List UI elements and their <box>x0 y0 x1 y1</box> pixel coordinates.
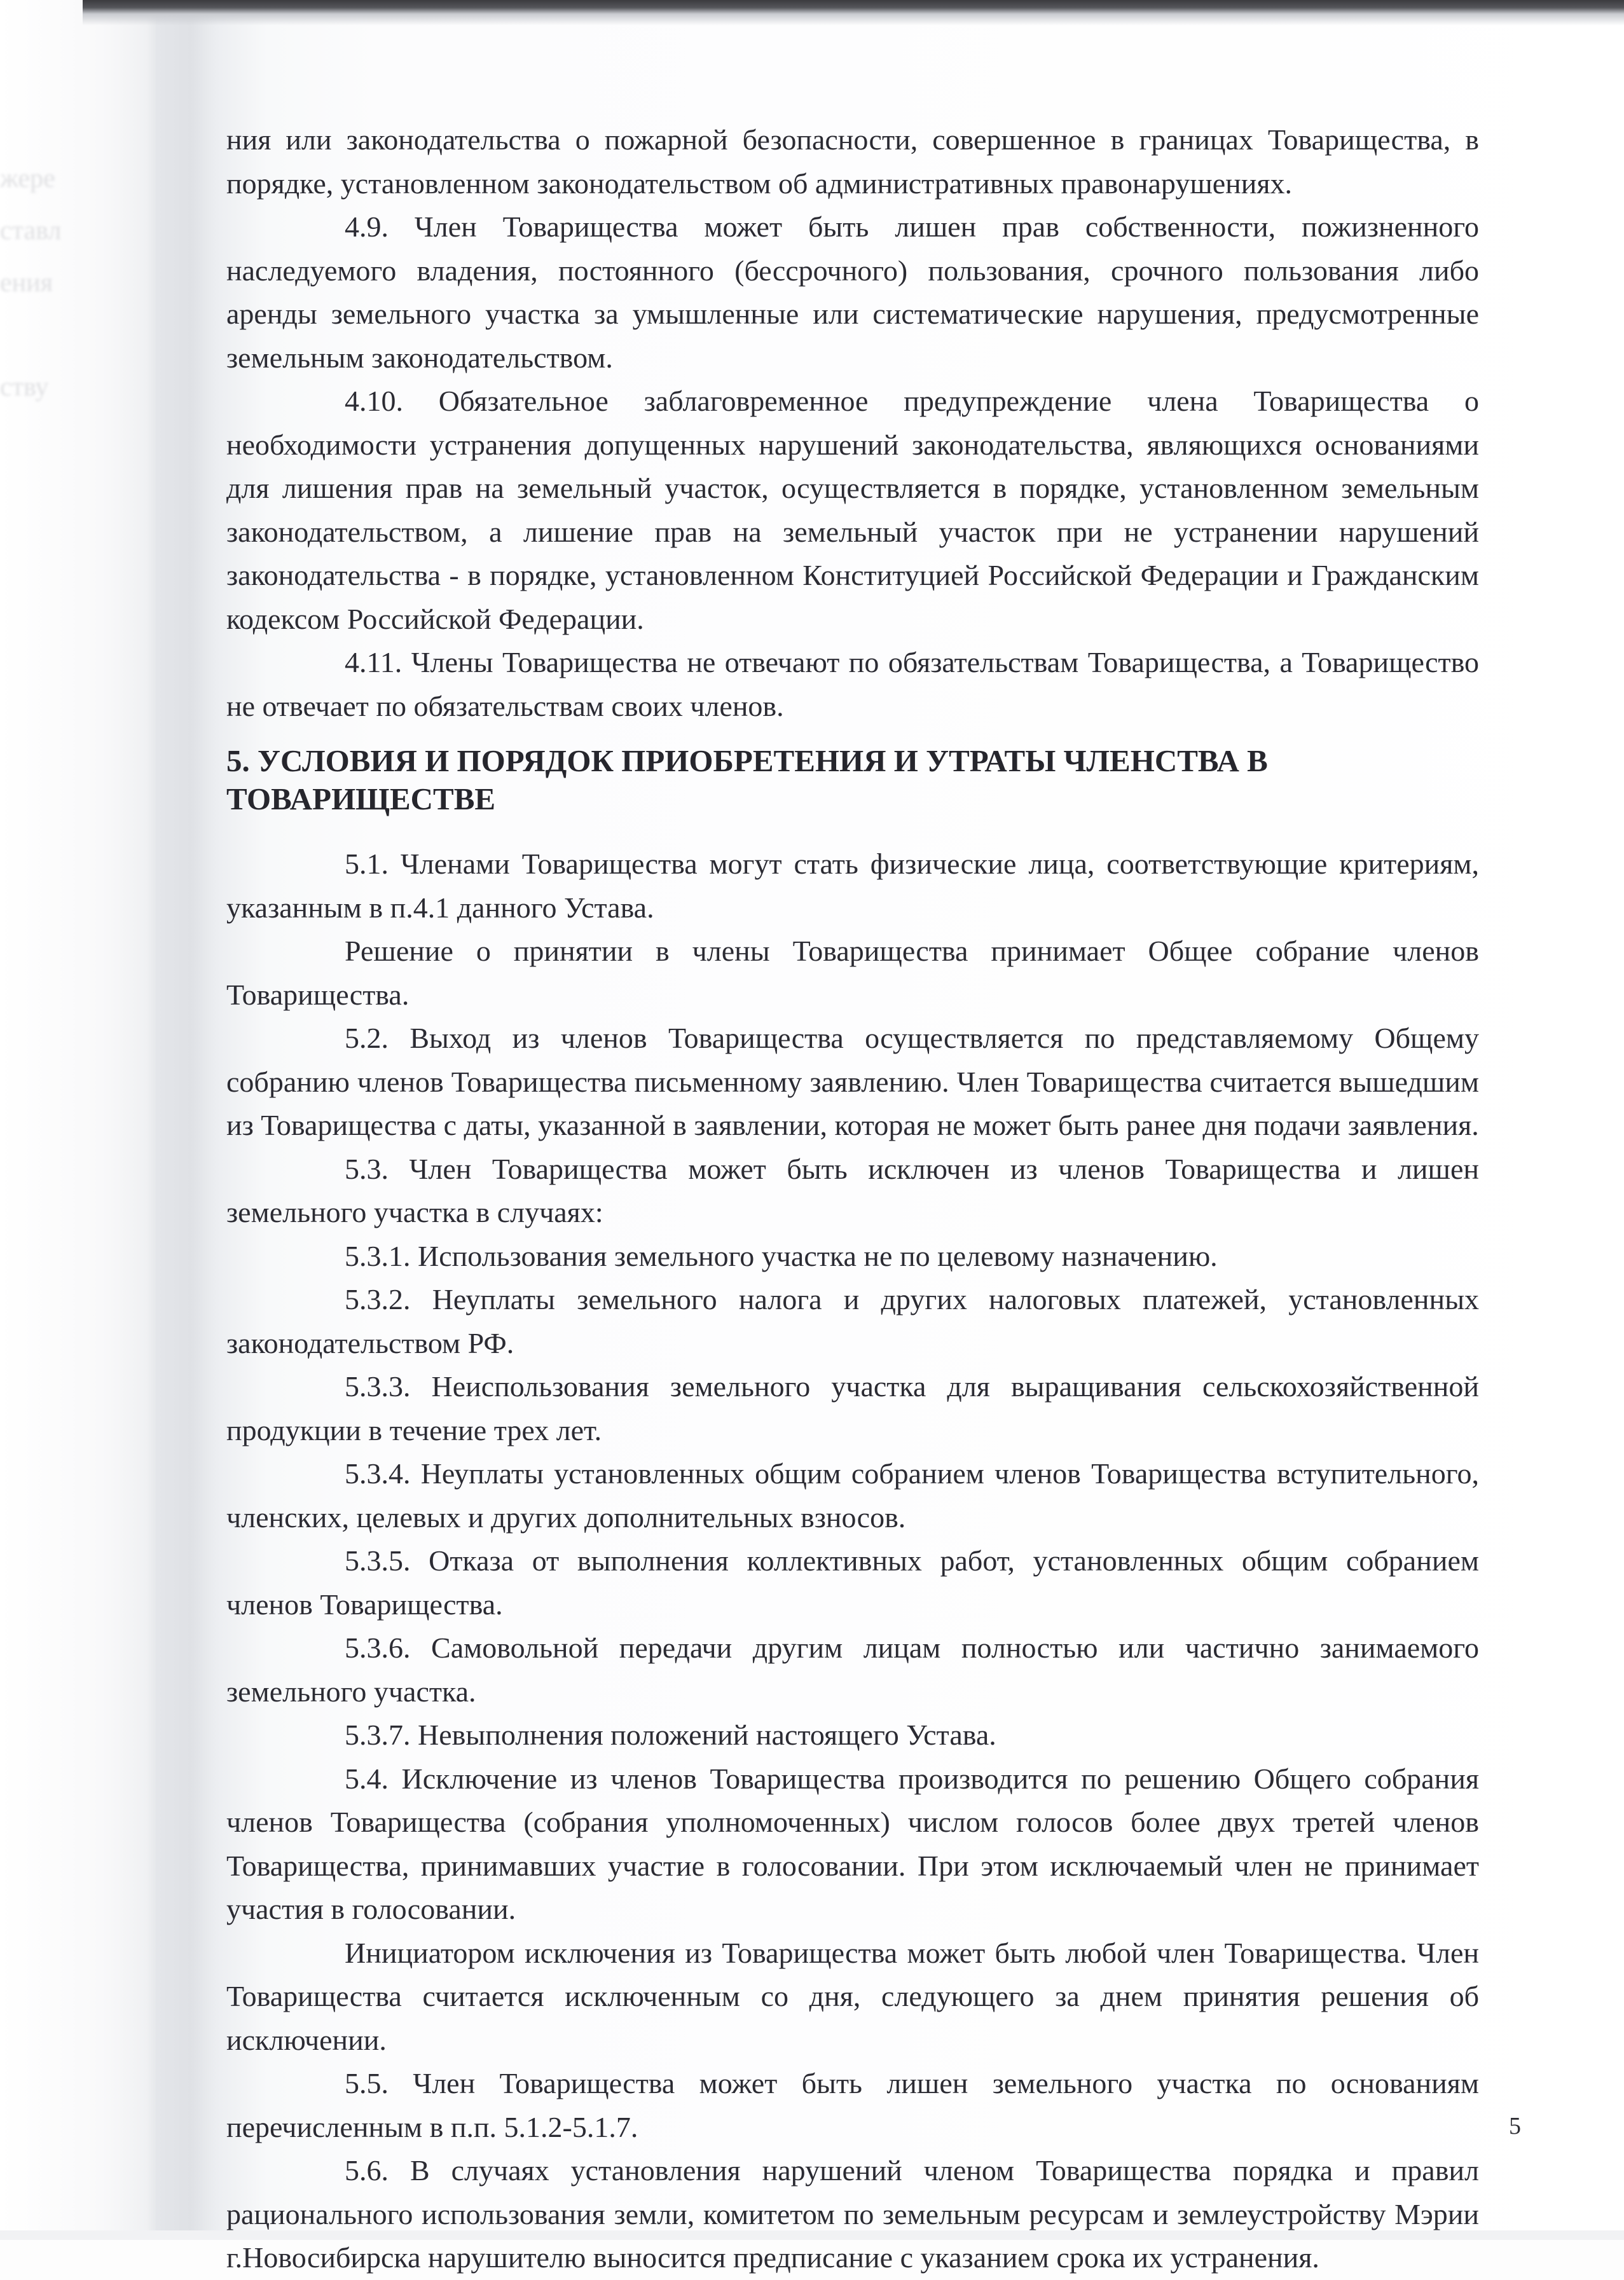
paragraph-5-2: 5.2. Выход из членов Товарищества осуществляется по представляемому Общему собранию членов Товарищества письменному заявлению. Член Товарищества считается вышедшим из Товарищества с даты, указанной в заявлении, которая не может быть ранее дня подачи заявления. <box>226 1022 1479 1141</box>
paragraph-5-3-6: 5.3.6. Самовольной передачи другим лицам полностью или частично занимаемого земельного участка. <box>226 1631 1479 1708</box>
paragraph-5-6: 5.6. В случаях установления нарушений членом Товарищества порядка и правил рационального использования земли, комитетом по земельным ресурсам и землеустройству Мэрии г.Новосибирска нарушителю выносится предписание с указанием срока их устранения. <box>226 2154 1479 2274</box>
paragraph-5-4: 5.4. Исключение из членов Товарищества производится по решению Общего собрания членов Товарищества (собрания уполномоченных) числом голосов более двух третей членов Товарищества, принимавших участие в голосовании. При этом исключаемый член не принимает участия в голосовании. <box>226 1762 1479 1925</box>
paragraphs-section-4 <box>226 118 1479 728</box>
paragraph-4-9: 4.9. Член Товарищества может быть лишен прав собственности, пожизненного наследуемого владения, постоянного (бессрочного) пользования, срочного пользования либо аренды земельного участка за умышленные или систематические нарушения, предусмотренные земельным законодательством. <box>226 210 1479 374</box>
paragraph-5-3-1: 5.3.1. Использования земельного участка не по целевому назначению. <box>345 1239 1218 1272</box>
paragraph-5-1-b: Решение о принятии в члены Товарищества принимает Общее собрание членов Товарищества. <box>226 935 1479 1011</box>
page-number: 5 <box>1509 2113 1521 2139</box>
document-body <box>226 118 1479 2280</box>
paragraph-4-11: 4.11. Члены Товарищества не отвечают по обязательствам Товарищества, а Товарищество не отвечает по обязательствам своих членов. <box>226 646 1479 722</box>
paragraph-4-10: 4.10. Обязательное заблаговременное предупреждение члена Товарищества о необходимости устранения допущенных нарушений законодательства, являющихся основаниями для лишения прав на земельный участок, осуществляется в порядке, установленном земельным законодательством, а лишение прав на земельный участок при не устранении нарушений законодательства - в порядке, установленном Конституцией Российской Федерации и Гражданским кодексом Российской Федерации. <box>226 385 1479 635</box>
paragraph-5-3-3: 5.3.3. Неиспользования земельного участка для выращивания сельскохозяйственной продукции в течение трех лет. <box>226 1370 1479 1446</box>
scanner-edge-shadow <box>83 0 1624 25</box>
paragraph-5-3: 5.3. Член Товарищества может быть исключен из членов Товарищества и лишен земельного участка в случаях: <box>226 1152 1479 1228</box>
paragraph-5-3-5: 5.3.5. Отказа от выполнения коллективных работ, установленных общим собранием членов Товарищества. <box>226 1544 1479 1621</box>
paragraph-5-3-4: 5.3.4. Неуплаты установленных общим собранием членов Товарищества вступительного, членских, целевых и других дополнительных взносов. <box>226 1457 1479 1534</box>
section-heading: 5. УСЛОВИЯ И ПОРЯДОК ПРИОБРЕТЕНИЯ И УТРАТЫ ЧЛЕНСТВА В ТОВАРИЩЕСТВЕ <box>226 743 1268 816</box>
paragraph-5-3-2: 5.3.2. Неуплаты земельного налога и других налоговых платежей, установленных законодательством РФ. <box>226 1283 1479 1359</box>
paragraph-5-5: 5.5. Член Товарищества может быть лишен земельного участка по основаниям перечисленным в п.п. 5.1.2-5.1.7. <box>226 2067 1479 2143</box>
paragraph-5-4-b: Инициатором исключения из Товарищества может быть любой член Товарищества. Член Товарищества считается исключенным со дня, следующего за днем принятия решения об исключении. <box>226 1936 1479 2056</box>
paragraph-5-1: 5.1. Членами Товарищества могут стать физические лица, соответствующие критериям, указанным в п.4.1 данного Устава. <box>226 848 1479 924</box>
paragraphs-section-5 <box>226 842 1479 2280</box>
previous-page-bleed: жере ставл ения ству <box>0 164 62 402</box>
scanner-bottom-edge <box>0 2230 1624 2240</box>
paragraph-5-3-7: 5.3.7. Невыполнения положений настоящего Устава. <box>345 1719 996 1751</box>
paragraph-cont: ния или законодательства о пожарной безопасности, совершенное в границах Товарищества, в порядке, установленном законодательством об административных правонарушениях. <box>226 123 1479 200</box>
